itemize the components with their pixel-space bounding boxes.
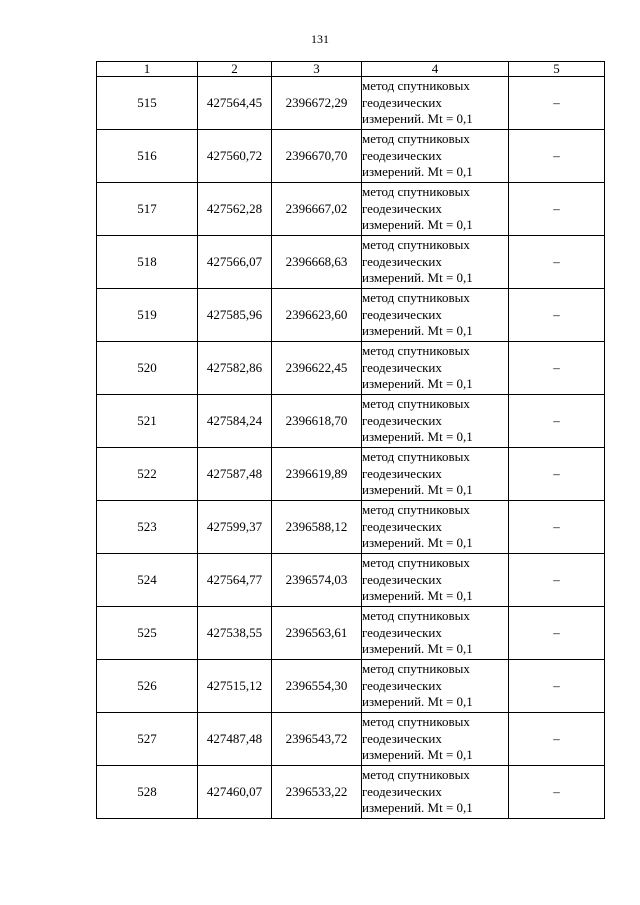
note-cell: –: [509, 183, 605, 236]
header-col-1: 1: [97, 62, 198, 77]
note-cell: –: [509, 130, 605, 183]
x-coordinate-cell: 427487,48: [198, 713, 272, 766]
table-row: [97, 501, 605, 554]
note-cell: –: [509, 342, 605, 395]
y-coordinate-cell: 2396574,03: [272, 554, 362, 607]
x-coordinate-cell: 427566,07: [198, 236, 272, 289]
method-line: метод спутниковых: [362, 343, 470, 359]
point-number-cell: 522: [97, 448, 198, 501]
method-line: геодезических: [362, 518, 442, 534]
method-line: метод спутниковых: [362, 290, 470, 306]
header-col-2: 2: [198, 62, 272, 77]
method-line: измерений. Mt = 0,1: [362, 270, 473, 286]
method-line: измерений. Mt = 0,1: [362, 588, 473, 604]
x-coordinate-cell: 427584,24: [198, 395, 272, 448]
method-line: геодезических: [362, 359, 442, 375]
note-cell: –: [509, 554, 605, 607]
method-cell: [362, 289, 509, 342]
header-col-5: 5: [509, 62, 605, 77]
point-number-cell: 520: [97, 342, 198, 395]
method-line: измерений. Mt = 0,1: [362, 429, 473, 445]
table-row: [97, 289, 605, 342]
y-coordinate-cell: 2396554,30: [272, 660, 362, 713]
method-line: измерений. Mt = 0,1: [362, 482, 473, 498]
method-line: метод спутниковых: [362, 555, 470, 571]
y-coordinate-cell: 2396623,60: [272, 289, 362, 342]
x-coordinate-cell: 427564,45: [198, 77, 272, 130]
point-number-cell: 521: [97, 395, 198, 448]
method-line: метод спутниковых: [362, 237, 470, 253]
point-number-cell: 525: [97, 607, 198, 660]
method-line: геодезических: [362, 571, 442, 587]
note-cell: –: [509, 766, 605, 819]
note-cell: –: [509, 713, 605, 766]
point-number-cell: 526: [97, 660, 198, 713]
point-number-cell: 517: [97, 183, 198, 236]
x-coordinate-cell: 427599,37: [198, 501, 272, 554]
method-cell: [362, 501, 509, 554]
x-coordinate-cell: 427582,86: [198, 342, 272, 395]
method-cell: [362, 713, 509, 766]
y-coordinate-cell: 2396588,12: [272, 501, 362, 554]
method-line: геодезических: [362, 624, 442, 640]
table-row: [97, 554, 605, 607]
y-coordinate-cell: 2396667,02: [272, 183, 362, 236]
method-cell: [362, 766, 509, 819]
table-header: [97, 62, 605, 77]
point-number-cell: 527: [97, 713, 198, 766]
x-coordinate-cell: 427564,77: [198, 554, 272, 607]
x-coordinate-cell: 427515,12: [198, 660, 272, 713]
table-row: [97, 77, 605, 130]
table-row: [97, 236, 605, 289]
method-cell: [362, 554, 509, 607]
method-line: измерений. Mt = 0,1: [362, 376, 473, 392]
x-coordinate-cell: 427560,72: [198, 130, 272, 183]
method-line: метод спутниковых: [362, 714, 470, 730]
method-cell: [362, 607, 509, 660]
point-number-cell: 516: [97, 130, 198, 183]
note-cell: –: [509, 448, 605, 501]
method-line: геодезических: [362, 200, 442, 216]
method-line: метод спутниковых: [362, 396, 470, 412]
table-row: [97, 660, 605, 713]
method-line: метод спутниковых: [362, 608, 470, 624]
x-coordinate-cell: 427587,48: [198, 448, 272, 501]
method-line: метод спутниковых: [362, 184, 470, 200]
method-line: измерений. Mt = 0,1: [362, 111, 473, 127]
point-number-cell: 524: [97, 554, 198, 607]
header-col-3: 3: [272, 62, 362, 77]
point-number-cell: 528: [97, 766, 198, 819]
table-row: [97, 130, 605, 183]
method-line: геодезических: [362, 783, 442, 799]
method-line: измерений. Mt = 0,1: [362, 641, 473, 657]
header-row: [97, 62, 605, 77]
x-coordinate-cell: 427562,28: [198, 183, 272, 236]
method-line: геодезических: [362, 306, 442, 322]
x-coordinate-cell: 427585,96: [198, 289, 272, 342]
page-number: 131: [311, 32, 329, 46]
method-line: метод спутниковых: [362, 78, 470, 94]
method-cell: [362, 448, 509, 501]
point-number-cell: 523: [97, 501, 198, 554]
method-line: измерений. Mt = 0,1: [362, 694, 473, 710]
method-line: метод спутниковых: [362, 767, 470, 783]
method-line: измерений. Mt = 0,1: [362, 747, 473, 763]
method-line: измерений. Mt = 0,1: [362, 800, 473, 816]
method-line: измерений. Mt = 0,1: [362, 323, 473, 339]
y-coordinate-cell: 2396622,45: [272, 342, 362, 395]
table-row: [97, 395, 605, 448]
method-cell: [362, 77, 509, 130]
point-number-cell: 518: [97, 236, 198, 289]
method-line: геодезических: [362, 253, 442, 269]
method-line: метод спутниковых: [362, 131, 470, 147]
method-line: геодезических: [362, 677, 442, 693]
table-row: [97, 342, 605, 395]
note-cell: –: [509, 77, 605, 130]
point-number-cell: 515: [97, 77, 198, 130]
method-cell: [362, 236, 509, 289]
method-line: измерений. Mt = 0,1: [362, 164, 473, 180]
y-coordinate-cell: 2396618,70: [272, 395, 362, 448]
table-row: [97, 713, 605, 766]
note-cell: –: [509, 289, 605, 342]
coordinates-table: [96, 61, 605, 819]
method-line: геодезических: [362, 412, 442, 428]
method-cell: [362, 660, 509, 713]
note-cell: –: [509, 607, 605, 660]
note-cell: –: [509, 660, 605, 713]
method-line: измерений. Mt = 0,1: [362, 217, 473, 233]
method-cell: [362, 395, 509, 448]
method-line: геодезических: [362, 730, 442, 746]
note-cell: –: [509, 395, 605, 448]
method-line: геодезических: [362, 465, 442, 481]
method-line: метод спутниковых: [362, 502, 470, 518]
y-coordinate-cell: 2396670,70: [272, 130, 362, 183]
table-row: [97, 448, 605, 501]
table-row: [97, 766, 605, 819]
table-row: [97, 183, 605, 236]
method-line: геодезических: [362, 94, 442, 110]
method-line: метод спутниковых: [362, 661, 470, 677]
y-coordinate-cell: 2396619,89: [272, 448, 362, 501]
method-cell: [362, 342, 509, 395]
table-row: [97, 607, 605, 660]
method-cell: [362, 183, 509, 236]
method-line: метод спутниковых: [362, 449, 470, 465]
header-col-4: 4: [362, 62, 509, 77]
y-coordinate-cell: 2396668,63: [272, 236, 362, 289]
y-coordinate-cell: 2396672,29: [272, 77, 362, 130]
method-line: измерений. Mt = 0,1: [362, 535, 473, 551]
method-cell: [362, 130, 509, 183]
y-coordinate-cell: 2396533,22: [272, 766, 362, 819]
y-coordinate-cell: 2396543,72: [272, 713, 362, 766]
method-line: геодезических: [362, 147, 442, 163]
y-coordinate-cell: 2396563,61: [272, 607, 362, 660]
table-body: [97, 77, 605, 819]
point-number-cell: 519: [97, 289, 198, 342]
note-cell: –: [509, 236, 605, 289]
x-coordinate-cell: 427460,07: [198, 766, 272, 819]
note-cell: –: [509, 501, 605, 554]
x-coordinate-cell: 427538,55: [198, 607, 272, 660]
